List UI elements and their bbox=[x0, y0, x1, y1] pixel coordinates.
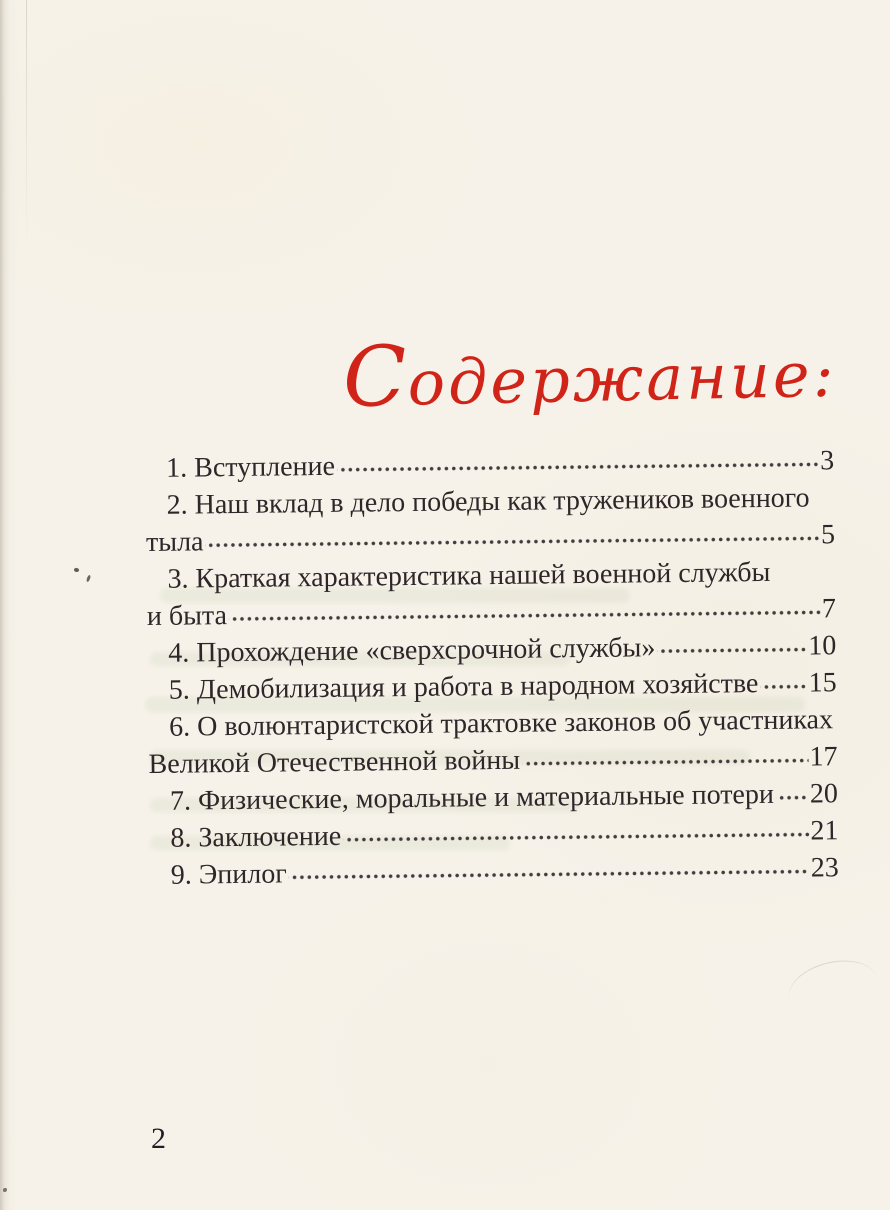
dot-leader bbox=[522, 755, 809, 768]
dot-leader bbox=[337, 459, 819, 474]
toc-entry-line bbox=[149, 775, 838, 820]
toc-entry-page-number: 20 bbox=[809, 778, 839, 810]
toc-entry-text: 8. Заключение bbox=[170, 820, 342, 854]
toc-entry-text: 5. Демобилизация и работа в народном хозяйстве bbox=[168, 668, 759, 706]
scan-edge-shadow bbox=[0, 0, 18, 1210]
toc-entry-page-number: 5 bbox=[820, 519, 836, 551]
dot-leader bbox=[776, 792, 809, 802]
toc-entry-text: Великой Отечественной войны bbox=[148, 744, 521, 780]
paper-crease bbox=[26, 0, 27, 250]
toc-entry-page-number: 17 bbox=[809, 741, 838, 773]
ink-speck bbox=[3, 1188, 7, 1192]
toc-entry-text: 4. Прохождение «сверхсрочной службы» bbox=[168, 632, 656, 669]
page-number: 2 bbox=[151, 1122, 166, 1155]
toc-entry-line bbox=[145, 479, 834, 524]
dot-leader bbox=[289, 866, 810, 882]
toc-entry-line bbox=[150, 849, 839, 894]
toc-entry-line bbox=[148, 701, 837, 746]
toc-entry-line bbox=[146, 553, 835, 598]
toc-entry-page-number: 21 bbox=[810, 815, 839, 847]
paper-scratch bbox=[783, 952, 883, 1025]
toc-entry-text: 9. Эпилог bbox=[170, 858, 287, 891]
toc-entry-page-number: 10 bbox=[808, 630, 837, 662]
toc-entry-page-number: 3 bbox=[819, 445, 835, 477]
toc-entry-page-number: 15 bbox=[808, 667, 837, 699]
toc-entry-text: и быта bbox=[146, 600, 228, 632]
ink-speck bbox=[73, 567, 79, 573]
dot-leader bbox=[343, 829, 809, 844]
dot-leader bbox=[229, 607, 821, 624]
ink-speck bbox=[86, 575, 91, 583]
toc-list bbox=[145, 442, 839, 894]
dot-leader bbox=[657, 644, 807, 656]
toc-entry-text: тыла bbox=[145, 526, 204, 558]
page-title: Содержание: bbox=[341, 327, 838, 426]
toc-entry-text: 2. Наш вклад в дело победы как тружеников военного bbox=[166, 482, 810, 521]
toc-entry-page-number: 23 bbox=[810, 852, 839, 884]
toc-entry-text: 1. Вступление bbox=[166, 450, 336, 484]
toc-entry-text: 3. Краткая характеристика нашей военной службы bbox=[167, 556, 771, 595]
toc-entry-page-number: 7 bbox=[821, 593, 837, 625]
dot-leader bbox=[205, 533, 820, 550]
toc-entry-text: 6. О волюнтаристской трактовке законов об участниках bbox=[168, 704, 834, 743]
dot-leader bbox=[760, 681, 807, 692]
toc-entry-text: 7. Физические, моральные и материальные потери bbox=[169, 778, 775, 817]
